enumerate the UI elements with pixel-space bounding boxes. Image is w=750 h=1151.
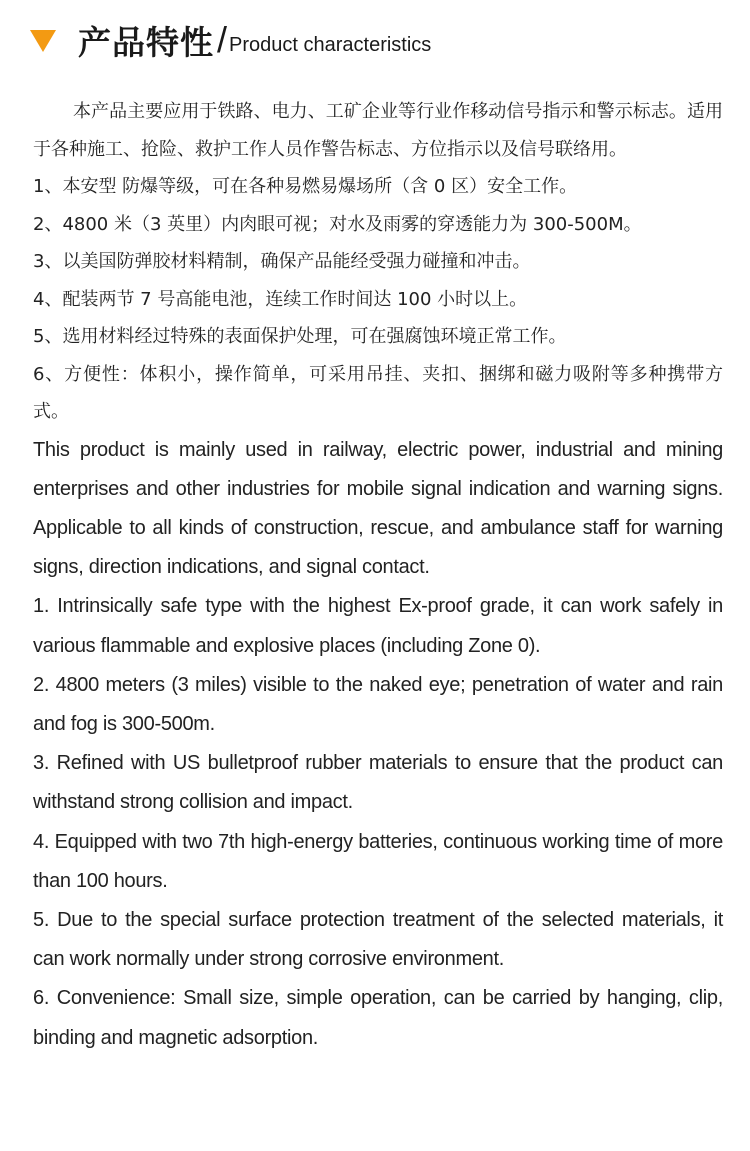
feature-item-en-3: 3. Refined with US bulletproof rubber materials to ensure that the product can withstand strong collision and impact. [33,752,723,814]
feature-item-en-2: 2. 4800 meters (3 miles) visible to the naked eye; penetration of water and rain and fog is 300-500m. [33,673,723,735]
feature-item-en-5: 5. Due to the special surface protection treatment of the selected materials, it can work normally under strong corrosive environment. [33,908,723,971]
feature-item-cn-6: 6、方便性：体积小，操作简单，可采用吊挂、夹扣、捆绑和磁力吸附等多种携带方式。 [33,363,723,422]
feature-item-en-1: 1. Intrinsically safe type with the highest Ex-proof grade, it can work safely in various flammable and explosive places (including Zone 0). [33,595,723,657]
section-title-en: Product characteristics [229,33,432,56]
feature-item-en-6: 6. Convenience: Small size, simple operation, can be carried by hanging, clip, binding and magnetic adsorption. [33,987,723,1049]
section-header [30,14,431,66]
feature-item-cn-5: 5、选用材料经过特殊的表面保护处理，可在强腐蚀环境正常工作。 [33,326,567,347]
characteristics-body [33,93,723,1058]
section-title-cn: 产品特性 [78,22,214,62]
triangle-down-icon [30,30,56,52]
feature-item-cn-3: 3、以美国防弹胶材料精制，确保产品能经受强力碰撞和冲击。 [33,251,531,272]
title-separator: / [217,19,228,60]
feature-item-cn-2: 2、4800 米（3 英里）内肉眼可视；对水及雨雾的穿透能力为 300-500M。 [33,213,642,235]
intro-paragraph-cn: 本产品主要应用于铁路、电力、工矿企业等行业作移动信号指示和警示标志。适用于各种施工、抢险、救护工作人员作警告标志、方位指示以及信号联络用。 [33,101,723,160]
feature-item-cn-4: 4、配装两节 7 号高能电池，连续工作时间达 100 小时以上。 [33,288,528,310]
intro-paragraph-en: This product is mainly used in railway, electric power, industrial and mining enterprises and other industries for mobile signal indication and warning signs. Applicable to all kinds of construction, rescue, and ambulance staff for warning signs, direction indications, and signal contact. [33,438,723,579]
feature-item-cn-1: 1、本安型 防爆等级，可在各种易燃易爆场所（含 0 区）安全工作。 [33,176,578,197]
feature-item-en-4: 4. Equipped with two 7th high-energy batteries, continuous working time of more than 100 hours. [33,830,723,892]
